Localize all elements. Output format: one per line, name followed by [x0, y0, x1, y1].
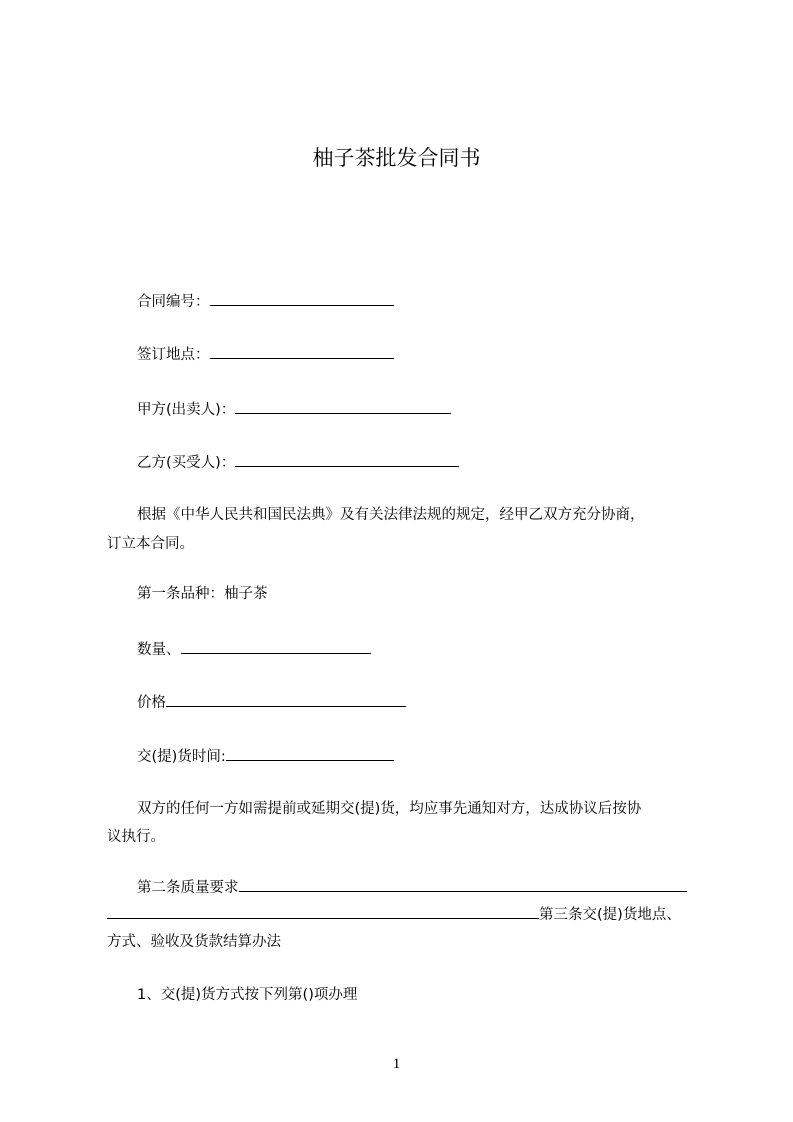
- contract-number-blank[interactable]: [210, 291, 394, 306]
- sign-place-field: [137, 344, 394, 365]
- article2-line-2: [107, 904, 681, 925]
- contract-number-label: 合同编号：: [137, 294, 210, 310]
- quantity-field: [137, 639, 371, 660]
- quantity-label: 数量、: [137, 642, 181, 658]
- sign-place-blank[interactable]: [210, 344, 394, 359]
- quality-requirement-blank-1[interactable]: [239, 877, 687, 892]
- delivery-time-blank[interactable]: [226, 746, 394, 761]
- party-b-field: [137, 452, 459, 473]
- article1-variety: 第一条品种：柚子茶: [137, 586, 268, 602]
- delivery-time-label: 交(提)货时间:: [137, 749, 226, 765]
- notice-line-2: 议执行。: [107, 829, 165, 845]
- delivery-time-field: [137, 746, 394, 767]
- quality-requirement-blank-2[interactable]: [107, 904, 539, 919]
- party-a-field: [137, 399, 451, 420]
- contract-number-field: [137, 291, 394, 312]
- quality-requirement-label: 第二条质量要求: [137, 880, 239, 896]
- price-field: [137, 692, 406, 713]
- article3-start: 第三条交(提)货地点、: [539, 907, 681, 923]
- price-label: 价格: [137, 695, 166, 711]
- article2-line-1: [137, 877, 687, 898]
- party-b-label: 乙方(买受人)：: [137, 455, 236, 471]
- article3-line-2: 方式、验收及货款结算办法: [107, 934, 281, 950]
- party-a-label: 甲方(出卖人)：: [137, 402, 236, 418]
- document-title: 柚子茶批发合同书: [312, 146, 481, 170]
- party-b-blank[interactable]: [235, 452, 459, 467]
- sign-place-label: 签订地点：: [137, 347, 210, 363]
- preamble-line-2: 订立本合同。: [107, 536, 194, 552]
- notice-line-1: 双方的任何一方如需提前或延期交(提)货，均应事先通知对方，达成协议后按协: [137, 801, 642, 817]
- page-number: 1: [392, 1056, 401, 1072]
- party-a-blank[interactable]: [235, 399, 451, 414]
- preamble-line-1: 根据《中华人民共和国民法典》及有关法律法规的规定，经甲乙双方充分协商，: [137, 507, 645, 523]
- delivery-method-item: 1、交(提)货方式按下列第()项办理: [137, 987, 358, 1003]
- quantity-blank[interactable]: [181, 639, 371, 654]
- price-blank[interactable]: [166, 692, 406, 707]
